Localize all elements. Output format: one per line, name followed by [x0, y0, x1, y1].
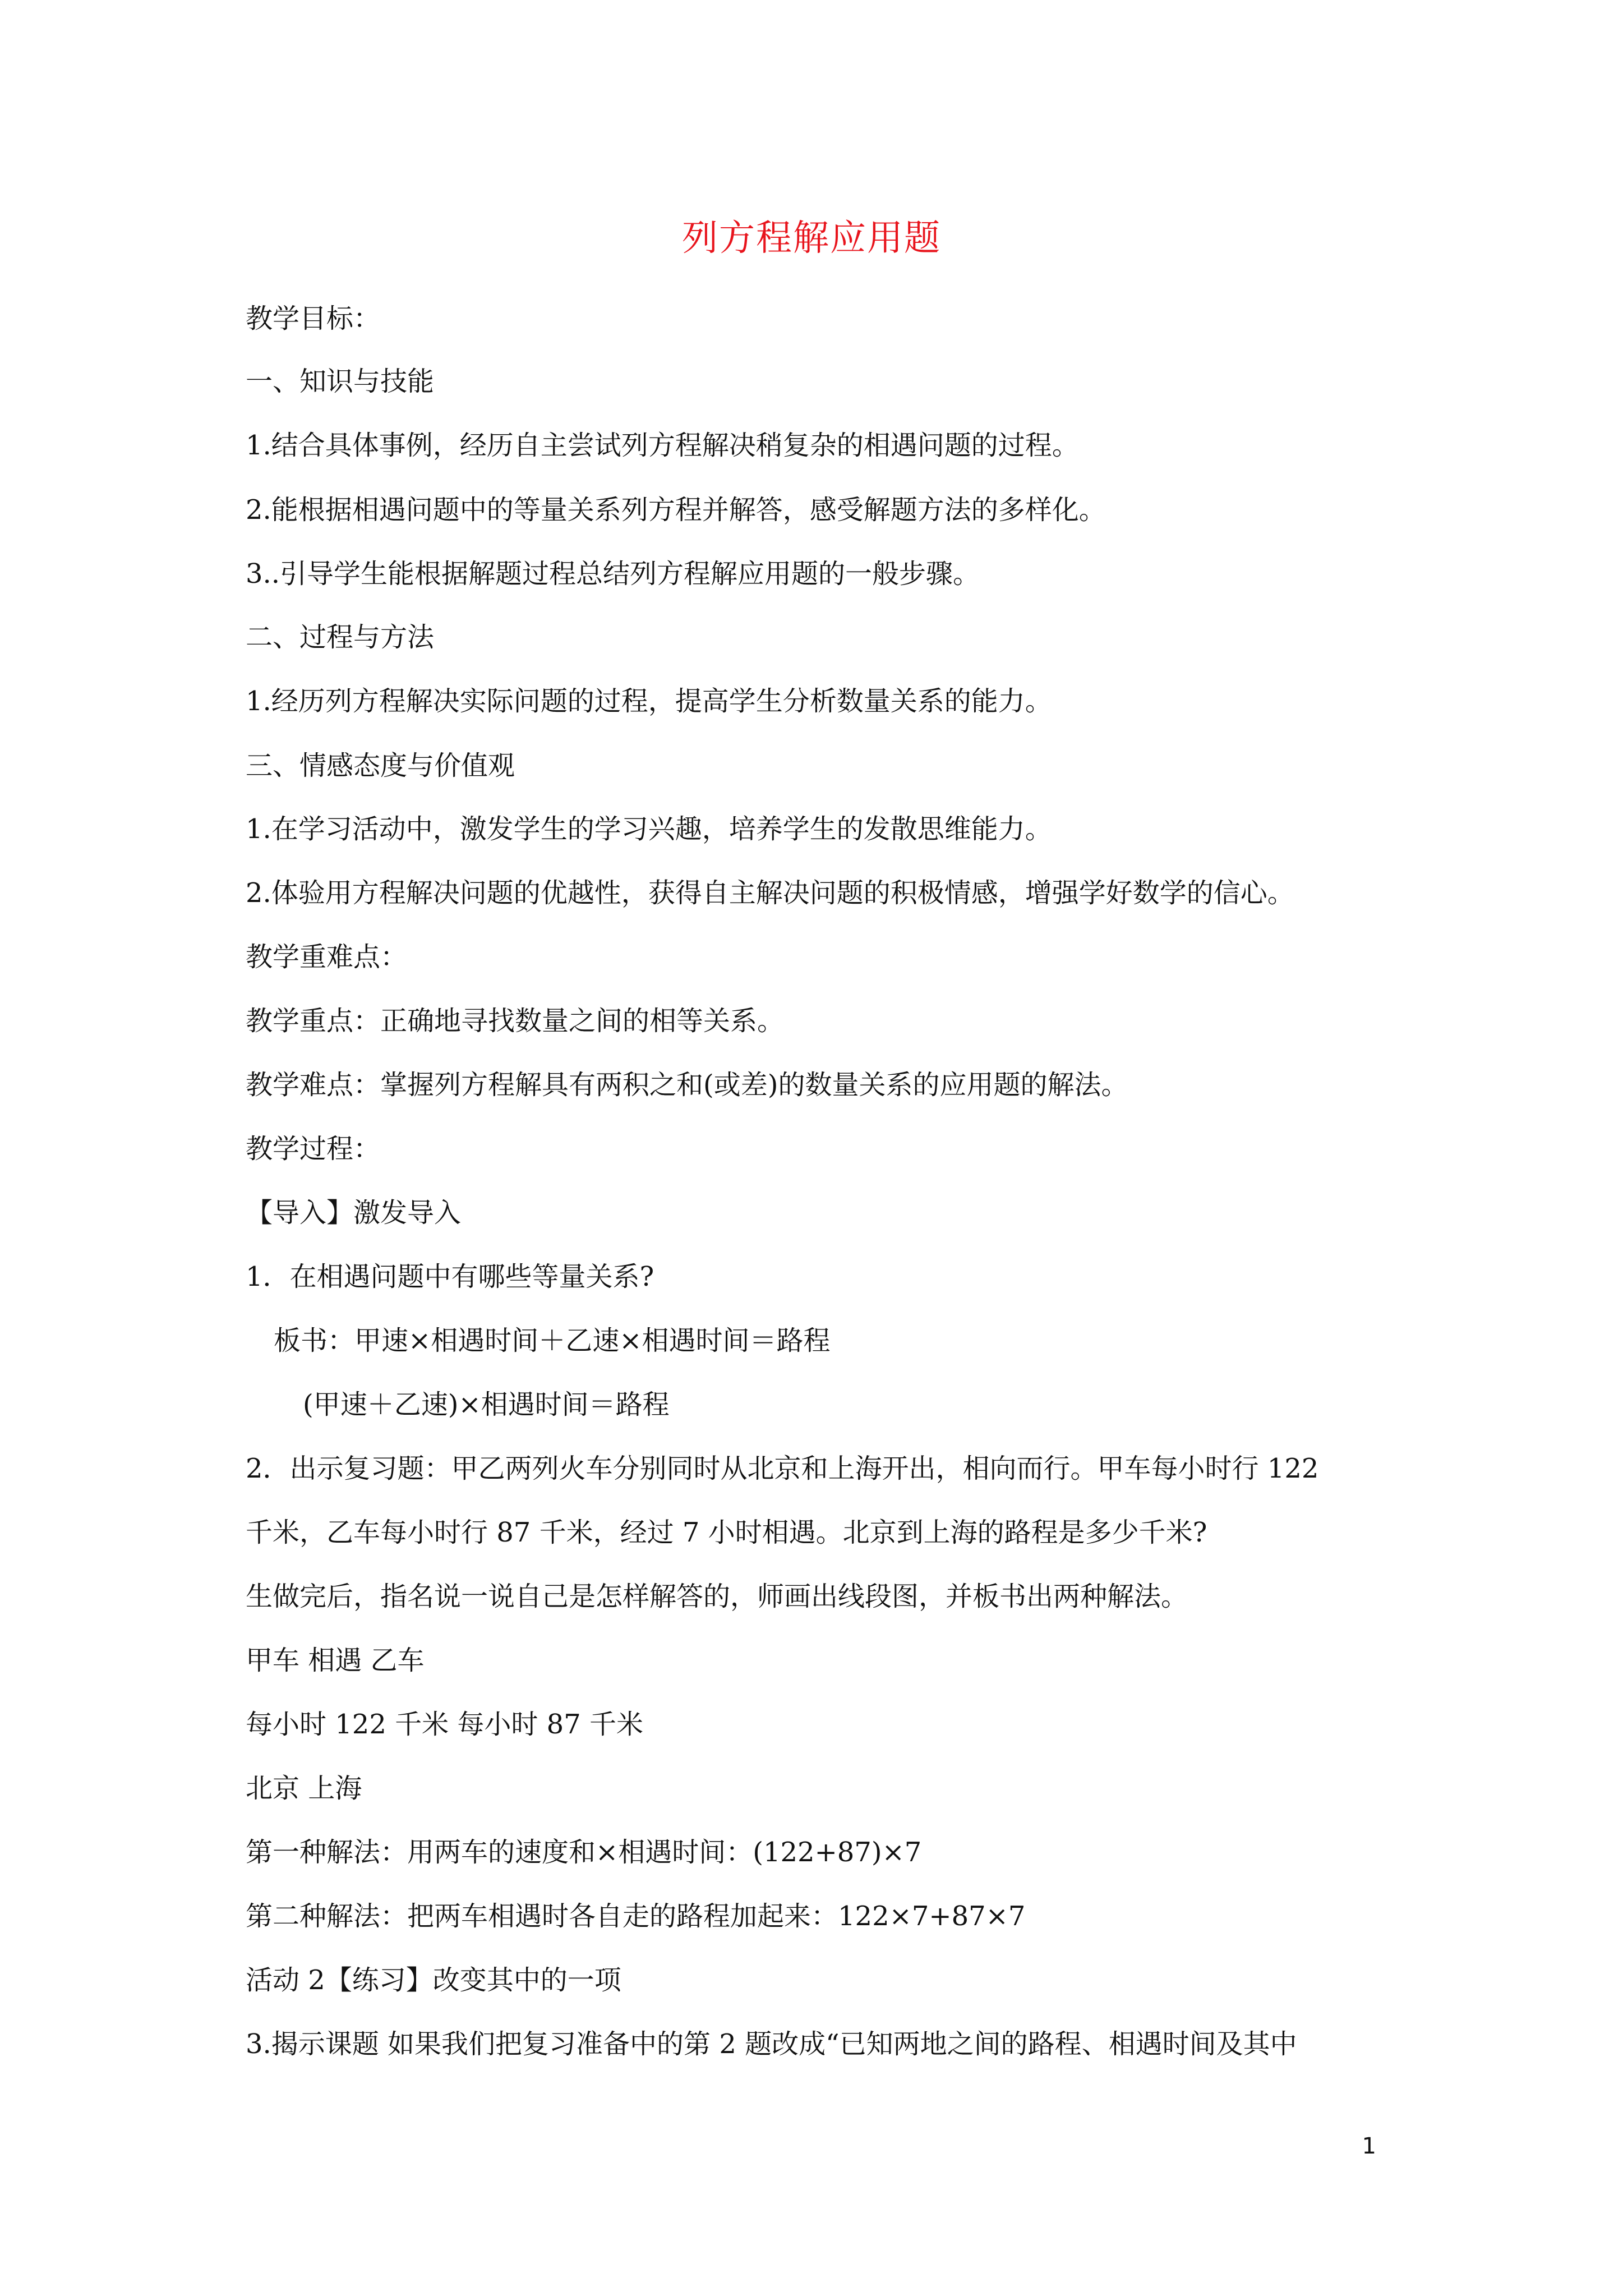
text-line: (甲速＋乙速)×相遇时间＝路程 [303, 1389, 670, 1420]
text-line: 教学重点：正确地寻找数量之间的相等关系。 [246, 1005, 785, 1037]
text-line: 2．出示复习题：甲乙两列火车分别同时从北京和上海开出，相向而行。甲车每小时行 122 [246, 1453, 1319, 1484]
text-line: 教学重难点： [246, 941, 408, 973]
text-line: 教学目标： [246, 303, 381, 334]
text-line: 1.结合具体事例，经历自主尝试列方程解决稍复杂的相遇问题的过程。 [246, 430, 1079, 461]
text-line: 2.体验用方程解决问题的优越性，获得自主解决问题的积极情感，增强学好数学的信心。 [246, 877, 1294, 909]
text-line: 3.揭示课题 如果我们把复习准备中的第 2 题改成“已知两地之间的路程、相遇时间及其中 [246, 2028, 1297, 2060]
text-line: 生做完后，指名说一说自己是怎样解答的，师画出线段图，并板书出两种解法。 [246, 1581, 1188, 1612]
text-line: 1.经历列方程解决实际问题的过程，提高学生分析数量关系的能力。 [246, 685, 1052, 717]
document-title: 列方程解应用题 [682, 218, 941, 259]
text-line: 三、情感态度与价值观 [246, 750, 515, 781]
text-line: 北京 上海 [246, 1773, 362, 1804]
text-line: 一、知识与技能 [246, 366, 435, 397]
text-line: 3..引导学生能根据解题过程总结列方程解应用题的一般步骤。 [246, 558, 980, 590]
text-line: 板书：甲速×相遇时间＋乙速×相遇时间＝路程 [274, 1325, 831, 1356]
text-line: 2.能根据相遇问题中的等量关系列方程并解答，感受解题方法的多样化。 [246, 494, 1106, 526]
text-line: 第二种解法：把两车相遇时各自走的路程加起来：122×7+87×7 [246, 1901, 1026, 1932]
text-line: 二、过程与方法 [246, 622, 435, 653]
text-line: 1.在学习活动中，激发学生的学习兴趣，培养学生的发散思维能力。 [246, 813, 1052, 845]
text-line: 活动 2【练习】改变其中的一项 [246, 1964, 621, 1996]
text-line: 教学难点：掌握列方程解具有两积之和(或差)的数量关系的应用题的解法。 [246, 1069, 1128, 1101]
text-line: 1．在相遇问题中有哪些等量关系? [246, 1261, 654, 1292]
text-line: 【导入】激发导入 [246, 1197, 462, 1228]
text-line: 每小时 122 千米 每小时 87 千米 [246, 1709, 643, 1740]
text-line: 第一种解法：用两车的速度和×相遇时间：(122+87)×7 [246, 1837, 922, 1868]
text-line: 甲车 相遇 乙车 [246, 1645, 425, 1676]
text-line: 教学过程： [246, 1133, 381, 1165]
page-number: 1 [1362, 2133, 1376, 2159]
text-line: 千米，乙车每小时行 87 千米，经过 7 小时相遇。北京到上海的路程是多少千米? [246, 1517, 1207, 1548]
